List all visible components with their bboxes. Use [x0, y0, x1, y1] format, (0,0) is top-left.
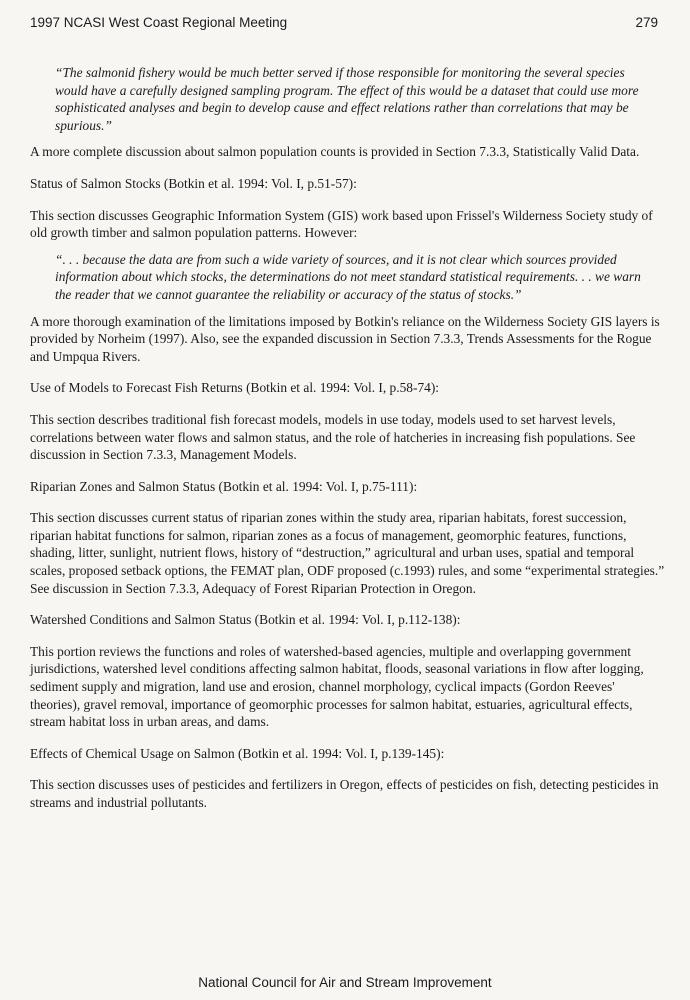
body-text: [30, 64, 666, 812]
page-footer: National Council for Air and Stream Improvement: [198, 975, 492, 990]
paragraph-2: This section discusses Geographic Information System (GIS) work based upon Frissel's Wilderness Society study of old growth timber and salmon population patterns. However:: [30, 207, 653, 241]
section-heading-forecast-models: Use of Models to Forecast Fish Returns (Botkin et al. 1994: Vol. I, p.58-74):: [30, 380, 440, 396]
section-heading-salmon-stocks: Status of Salmon Stocks (Botkin et al. 1994: Vol. I, p.51-57):: [30, 175, 357, 191]
section-heading-riparian-zones: Riparian Zones and Salmon Status (Botkin et al. 1994: Vol. I, p.75-111):: [30, 478, 418, 494]
block-quote-2: “. . . because the data are from such a wide variety of sources, and it is not clear which sources provided information about which stocks, the determinations do not meet standard statistical requirements. . . we warn the reader that we cannot guarantee the reliability or accuracy of the status of stocks.”: [55, 251, 641, 302]
block-quote-1: “The salmonid fishery would be much better served if those responsible for monitoring the several species would have a carefully designed sampling program. The effect of this would be a dataset that could use more sophisticated analyses and begin to develop cause and effect relations rather than correlations that may be spurious.”: [55, 65, 639, 133]
section-heading-chemical-usage: Effects of Chemical Usage on Salmon (Botkin et al. 1994: Vol. I, p.139-145):: [30, 745, 445, 761]
running-header-title: 1997 NCASI West Coast Regional Meeting: [30, 15, 288, 30]
page-number: 279: [635, 15, 658, 30]
paragraph-5: This section discusses current status of riparian zones within the study area, riparian habitats, forest succession, riparian habitat functions for salmon, riparian zones as a focus of management, geomorphic features, functions, shading, litter, sunlight, nutrient flows, history of “destruction,” agricultural and urban uses, spatial and temporal scales, proposed setback options, the FEMAT plan, ODF proposed (c.1993) rules, and some “experimental strategies.” See discussion in Section 7.3.3, Adequacy of Forest Riparian Protection in Oregon.: [30, 510, 665, 596]
paragraph-7: This section discusses uses of pesticides and fertilizers in Oregon, effects of pesticides on fish, detecting pesticides in streams and industrial pollutants.: [30, 777, 659, 810]
paragraph-6: This portion reviews the functions and roles of watershed-based agencies, multiple and overlapping government jurisdictions, watershed level conditions affecting salmon habitat, floods, seasonal variations in flow after logging, sediment supply and migration, land use and erosion, channel morphology, cyclical impacts (Gordon Reeves' theories), gravel removal, importance of geomorphic processes for salmon habitat, estuaries, agricultural effects, stream habitat loss in urban areas, and dams.: [30, 643, 644, 730]
paragraph-1: A more complete discussion about salmon population counts is provided in Section 7.3.3, Statistically Valid Data.: [30, 144, 640, 160]
paragraph-4: This section describes traditional fish forecast models, models in use today, models used to set harvest levels, correlations between water flows and salmon status, and the role of hatcheries in increasing fish populations. See discussion in Section 7.3.3, Management Models.: [30, 411, 636, 463]
page-header: [30, 15, 658, 30]
section-heading-watershed-conditions: Watershed Conditions and Salmon Status (Botkin et al. 1994: Vol. I, p.112-138):: [30, 612, 461, 628]
paragraph-3: A more thorough examination of the limitations imposed by Botkin's reliance on the Wilderness Society GIS layers is provided by Norheim (1997). Also, see the expanded discussion in Section 7.3.3, Trends Assessments for the Rogue and Umpqua Rivers.: [30, 313, 660, 364]
